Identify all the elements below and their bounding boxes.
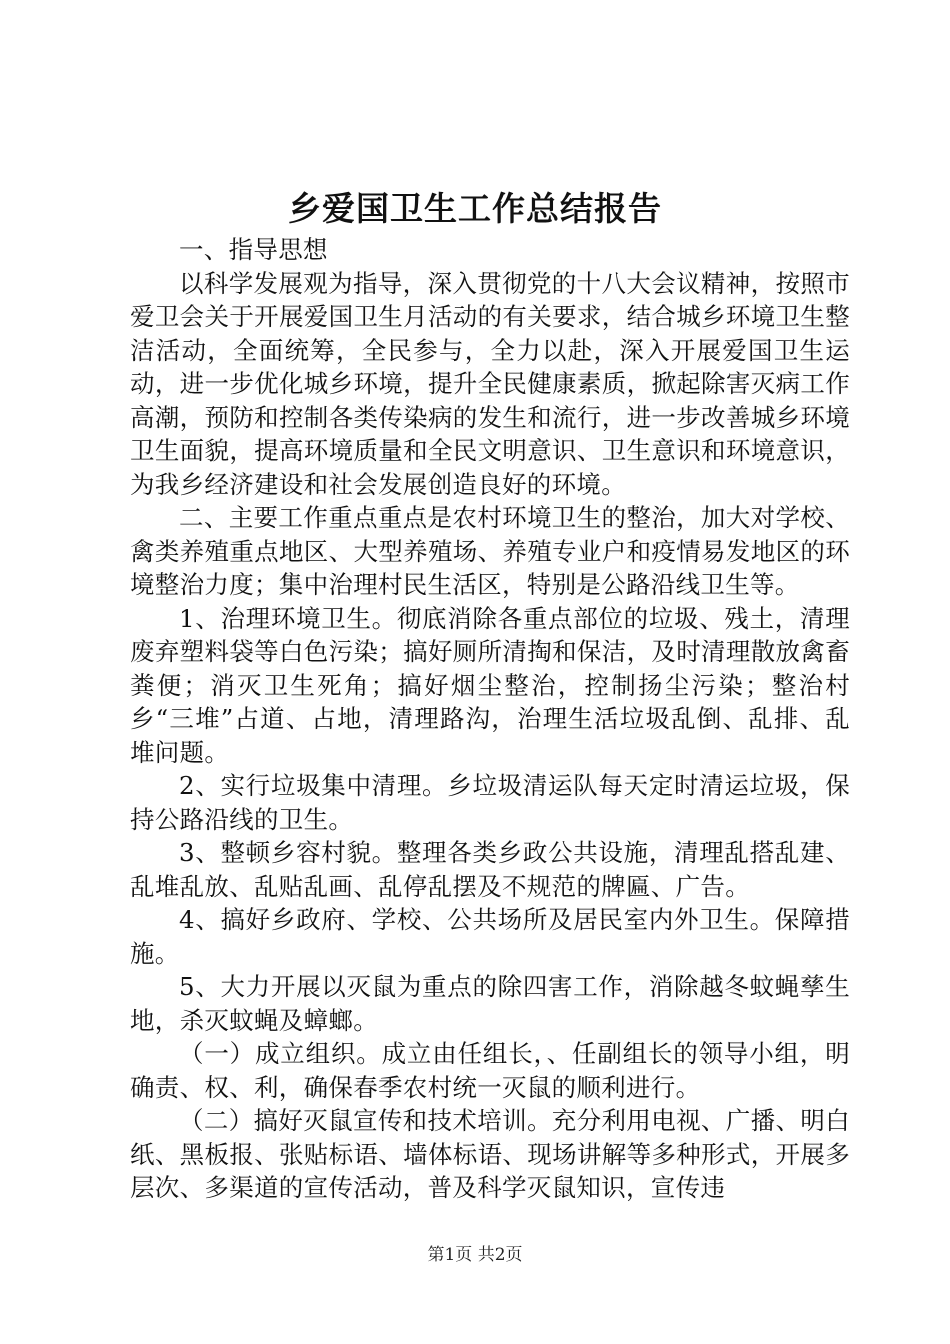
document-body: [130, 233, 850, 1205]
page-footer: 第1页 共2页: [427, 1245, 523, 1265]
paragraph-item-1: 1、治理环境卫生。彻底消除各重点部位的垃圾、残土，清理废弃塑料袋等白色污染；搞好厕所清掏和保洁，及时清理散放禽畜粪便；消灭卫生死角；搞好烟尘整治，控制扬尘污染；整治村乡“三堆”占道、占地，清理路沟，治理生活垃圾乱倒、乱排、乱堆问题。: [130, 603, 850, 767]
paragraph-item-2: 2、实行垃圾集中清理。乡垃圾清运队每天定时清运垃圾，保持公路沿线的卫生。: [130, 771, 850, 834]
section-heading-guiding-ideology: 一、指导思想: [179, 235, 328, 264]
paragraph-item-5: 5、大力开展以灭鼠为重点的除四害工作，消除越冬蚊蝇孳生地，杀灭蚊蝇及蟑螂。: [130, 972, 850, 1035]
paragraph-guiding-ideology: 以科学发展观为指导，深入贯彻党的十八大会议精神，按照市爱卫会关于开展爱国卫生月活动的有关要求，结合城乡环境卫生整洁活动，全面统筹，全民参与，全力以赴，深入开展爱国卫生运动，进一步优化城乡环境，提升全民健康素质，掀起除害灭病工作高潮，预防和控制各类传染病的发生和流行，进一步改善城乡环境卫生面貌，提高环境质量和全民文明意识、卫生意识和环境意识，为我乡经济建设和社会发展创造良好的环境。: [130, 268, 850, 499]
paragraph-item-3: 3、整顿乡容村貌。整理各类乡政公共设施，清理乱搭乱建、乱堆乱放、乱贴乱画、乱停乱摆及不规范的牌匾、广告。: [130, 838, 850, 901]
document-title: 乡爱国卫生工作总结报告: [288, 189, 662, 228]
paragraph-measure-1: （一）成立组织。成立由任组长，、任副组长的领导小组，明确责、权、利，确保春季农村统一灭鼠的顺利进行。: [130, 1039, 850, 1102]
paragraph-item-4: 4、搞好乡政府、学校、公共场所及居民室内外卫生。保障措施。: [130, 905, 850, 968]
paragraph-main-work: 二、主要工作重点重点是农村环境卫生的整治，加大对学校、禽类养殖重点地区、大型养殖场、养殖专业户和疫情易发地区的环境整治力度；集中治理村民生活区，特别是公路沿线卫生等。: [130, 503, 850, 599]
paragraph-measure-2: （二）搞好灭鼠宣传和技术培训。充分利用电视、广播、明白纸、黑板报、张贴标语、墙体标语、现场讲解等多种形式，开展多层次、多渠道的宣传活动，普及科学灭鼠知识，宣传违: [130, 1106, 850, 1202]
